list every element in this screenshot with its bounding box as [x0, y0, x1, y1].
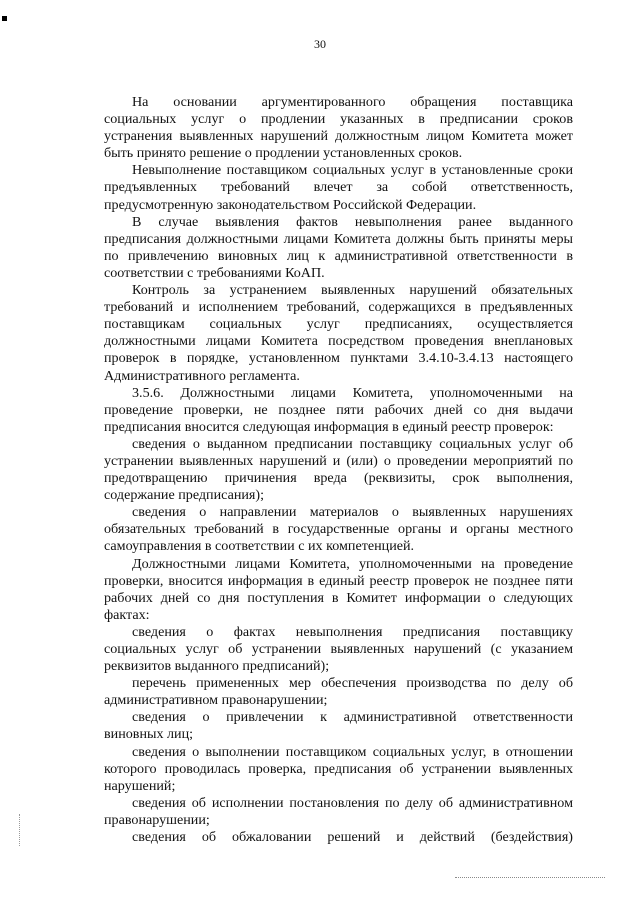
text-line: по привлечению виновных лиц к административной ответственности в: [104, 247, 573, 264]
text-line: предъявленных требований влечет за собой ответственность,: [104, 179, 573, 196]
scan-artifact-mark: [2, 16, 7, 21]
paragraph: [104, 829, 573, 846]
text-line: сведения о фактах невыполнения предписания поставщику: [132, 623, 573, 640]
text-line: предотвращению причинения вреда (реквизиты, срок выполнения,: [104, 470, 573, 487]
text-line: административном правонарушении;: [104, 692, 328, 709]
text-line: проверок в порядке, установленном пунктами 3.4.10-3.4.13 настоящего: [104, 350, 573, 367]
paragraph: [104, 556, 573, 624]
paragraph: [104, 744, 573, 795]
paragraph: [104, 385, 573, 436]
text-line: сведения об исполнении постановления по делу об административном: [132, 794, 573, 811]
text-line: На основании аргументированного обращения поставщика: [132, 94, 573, 110]
text-line: рабочих дней со дня поступления в Комитет информации о следующих: [104, 589, 573, 606]
text-line: проведение проверки, не позднее пяти рабочих дней со дня выдачи: [104, 401, 573, 418]
text-line: требований и исполнением требований, содержащихся в предъявленных: [104, 299, 573, 316]
text-line: должностными лицами Комитета посредством проведения внеплановых: [104, 333, 573, 350]
text-line: предписания вносится следующая информация в единый реестр проверок:: [104, 418, 554, 435]
text-line: Невыполнение поставщиком социальных услуг в установленные сроки: [132, 162, 573, 179]
text-line: сведения о привлечении к административной ответственности: [132, 709, 573, 726]
text-line: сведения о выданном предписании поставщику социальных услуг об: [132, 435, 573, 452]
paragraph: [104, 436, 573, 504]
paragraph: [104, 504, 573, 555]
text-line: Контроль за устранением выявленных нарушений обязательных: [132, 282, 573, 299]
text-line: нарушений;: [104, 777, 176, 794]
text-line: обязательных требований в государственные органы и органы местного: [104, 521, 573, 538]
text-line: содержание предписания);: [104, 487, 264, 504]
paragraph: [104, 709, 573, 743]
page-number: 30: [314, 37, 326, 51]
text-line: правонарушении;: [104, 811, 210, 828]
paragraph: [104, 675, 573, 709]
text-line: устранении выявленных нарушений и (или) о проведении мероприятий по: [104, 452, 573, 469]
text-line: сведения об обжаловании решений и действий (бездействия): [132, 829, 573, 846]
text-line: перечень примененных мер обеспечения производства по делу об: [132, 675, 573, 692]
text-line: Должностными лицами Комитета, уполномоченными на проведение: [132, 555, 573, 572]
text-line: предписания должностными лицами Комитета должны быть приняты меры: [104, 230, 573, 247]
text-line: которого проводилась проверка, предписания об устранении выявленных: [104, 760, 573, 777]
text-line: виновных лиц;: [104, 726, 194, 743]
document-body: [104, 94, 573, 846]
paragraph: [104, 94, 573, 162]
text-line: самоуправления в соответствии с их компетенцией.: [104, 538, 415, 555]
paragraph: [104, 214, 573, 282]
text-line: социальных услуг об устранении выявленных нарушений (с указанием: [104, 641, 573, 657]
footer-dotted-rule: [455, 877, 605, 878]
text-line: устранения выявленных нарушений должностным лицом Комитета может: [104, 128, 573, 145]
text-line: социальных услуг о продлении указанных в предписании сроков: [104, 111, 573, 128]
text-line: соответствии с требованиями КоАП.: [104, 264, 325, 281]
text-line: поставщикам социальных услуг предписаниях, осуществляется: [104, 316, 573, 333]
text-line: предусмотренную законодательством Российской Федерации.: [104, 196, 477, 213]
text-line: проверки, вносится информация в единый реестр проверок не позднее пяти: [104, 572, 573, 589]
text-line: сведения о выполнении поставщиком социальных услуг, в отношении: [132, 743, 573, 760]
text-line: сведения о направлении материалов о выявленных нарушениях: [132, 504, 573, 521]
paragraph: [104, 282, 573, 385]
paragraph: [104, 795, 573, 829]
text-line: фактах:: [104, 606, 150, 623]
text-line: 3.5.6. Должностными лицами Комитета, уполномоченными на: [132, 384, 573, 401]
paragraph: [104, 624, 573, 675]
text-line: реквизитов выданного предписаний);: [104, 658, 330, 675]
text-line: быть принято решение о продлении установленных сроков.: [104, 145, 463, 162]
margin-scan-dots: [19, 814, 22, 846]
paragraph: [104, 162, 573, 213]
text-line: В случае выявления фактов невыполнения ранее выданного: [132, 213, 573, 230]
text-line: Административного регламента.: [104, 367, 300, 384]
